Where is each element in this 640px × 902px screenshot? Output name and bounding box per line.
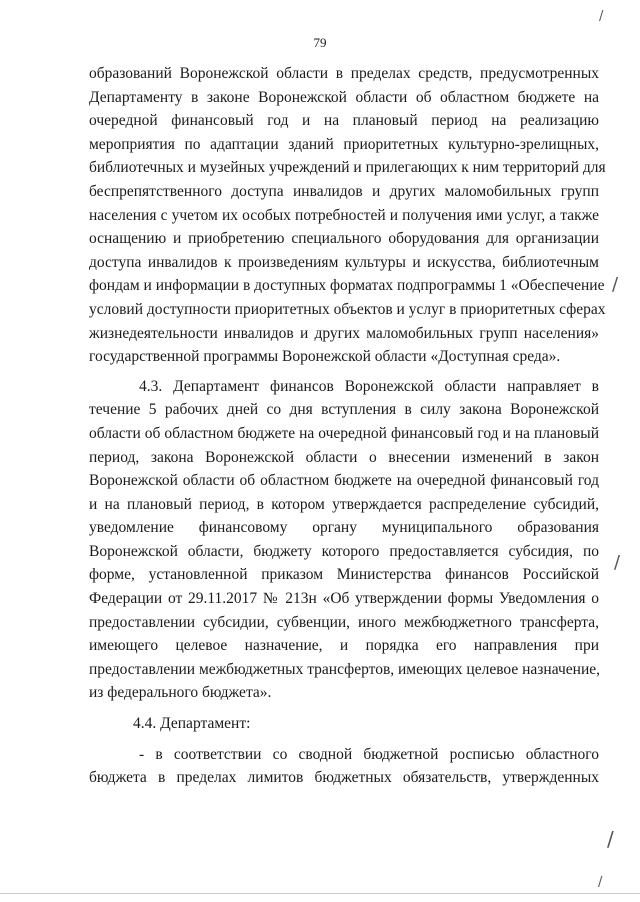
text-line: Департаменту в законе Воронежской области об областном бюджете на (89, 88, 599, 106)
paragraph-4-3-finance-notification (89, 375, 599, 705)
text-line: - в соответствии со сводной бюджетной росписью областного (139, 745, 599, 763)
text-line: имеющего целевое назначение, и порядка его направления при (89, 637, 599, 655)
text-line: уведомление финансовому органу муниципального образования (89, 519, 599, 537)
text-line: 4.4. Департамент: (133, 715, 251, 733)
text-line: оснащению и приобретению специального оборудования для организации (89, 230, 599, 248)
document-body (89, 62, 606, 790)
text-line: условий доступности приоритетных объектов и услуг в приоритетных сферах (89, 300, 606, 318)
text-line: государственной программы Воронежской области «Доступная среда». (89, 348, 561, 366)
text-line: форме, установленной приказом Министерства финансов Российской (89, 566, 599, 584)
text-line: области об областном бюджете на очередной финансовый год и на плановый (89, 424, 599, 442)
text-line: фондам и информации в доступных форматах подпрограммы 1 «Обеспечение (89, 277, 605, 295)
text-line: Воронежской области об областном бюджете на очередной финансовый год (89, 472, 599, 490)
text-line: предоставлении субсидии, субвенции, иного межбюджетного трансферта, (89, 613, 599, 631)
text-line: Федерации от 29.11.2017 № 213н «Об утверждении формы Уведомления о (89, 590, 599, 608)
page-number: 79 (313, 35, 327, 50)
text-line: библиотечных и музейных учреждений и прилегающих к ним территорий для (89, 159, 606, 177)
text-line: бюджета в пределах лимитов бюджетных обязательств, утвержденных (89, 769, 599, 787)
text-line: очередной финансовый год и на плановый период на реализацию (89, 112, 599, 130)
margin-slash-mark: / (612, 274, 619, 295)
text-line: период, закона Воронежской области о внесении изменений в закон (89, 448, 599, 466)
text-line: течение 5 рабочих дней со дня вступления в силу закона Воронежской (89, 401, 599, 419)
text-line: Воронежской области, бюджету которого предоставляется субсидия, по (89, 542, 599, 560)
paragraph-4-4-department (89, 712, 599, 736)
text-line: населения с учетом их особых потребностей и получения ими услуг, а также (89, 206, 599, 224)
text-line: жизнедеятельности инвалидов и других маломобильных групп населения» (89, 324, 599, 342)
text-line: образований Воронежской области в пределах средств, предусмотренных (89, 65, 599, 82)
margin-slash-mark: / (614, 552, 621, 573)
paragraph-adaptation-measures (89, 62, 606, 369)
text-line: из федерального бюджета». (89, 684, 272, 702)
text-line: и на плановый период, в котором утверждается распределение субсидий, (89, 495, 599, 513)
text-line: беспрепятственного доступа инвалидов и других маломобильных групп (89, 182, 599, 200)
text-line: доступа инвалидов к произведениям культуры и искусства, библиотечным (89, 253, 599, 271)
margin-tick-mark: / (599, 9, 604, 24)
page-bottom-edge (0, 893, 640, 894)
paragraph-budget-list (89, 743, 599, 790)
margin-slash-mark: / (607, 827, 614, 851)
text-line: 4.3. Департамент финансов Воронежской области направляет в (139, 377, 599, 395)
text-line: предоставлении межбюджетных трансфертов, имеющих целевое назначение, (89, 660, 601, 678)
margin-tick-mark: / (598, 875, 603, 890)
text-line: мероприятия по адаптации зданий приоритетных культурно-зрелищных, (89, 135, 599, 153)
